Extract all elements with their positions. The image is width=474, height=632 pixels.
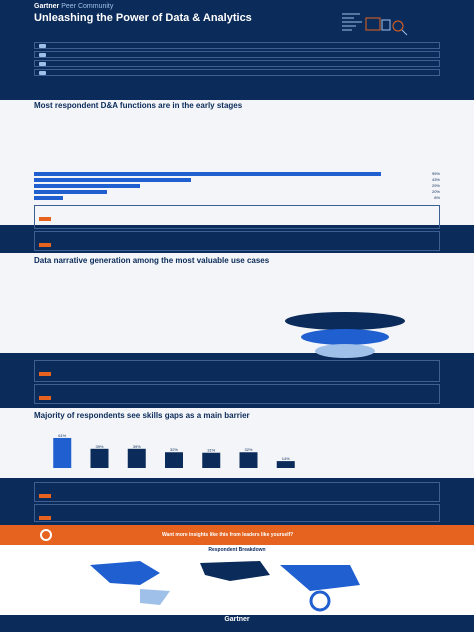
brand-name: Gartner bbox=[34, 3, 60, 10]
bar-track bbox=[34, 178, 440, 182]
data-label: 43% bbox=[431, 177, 440, 182]
bar-row bbox=[34, 184, 440, 188]
takeaway-item bbox=[34, 42, 440, 49]
cta-banner[interactable] bbox=[0, 525, 474, 545]
takeaway-item bbox=[34, 69, 440, 76]
column bbox=[277, 461, 295, 468]
page-title: Unleashing the Power of Data & Analytics bbox=[34, 12, 252, 24]
bubble bbox=[285, 312, 405, 330]
section-heading: Majority of respondents see skills gaps as a main barrier bbox=[34, 411, 250, 420]
footer-logo: Gartner bbox=[224, 616, 250, 623]
brand-suffix: Peer Community bbox=[61, 3, 114, 10]
column bbox=[91, 449, 109, 468]
takeaway-icon bbox=[39, 44, 46, 48]
quote-card bbox=[34, 384, 440, 404]
respondent-title: Respondent Breakdown bbox=[208, 547, 266, 553]
bar bbox=[34, 190, 107, 194]
hero-graphic bbox=[340, 8, 410, 36]
data-label: 39% bbox=[95, 443, 104, 449]
footer bbox=[0, 615, 474, 632]
column bbox=[53, 438, 71, 468]
quote-card bbox=[34, 360, 440, 382]
bubble bbox=[301, 329, 389, 345]
network-icon bbox=[40, 529, 52, 541]
bar-track bbox=[34, 184, 440, 188]
section-barriers bbox=[0, 408, 474, 478]
data-label: 39% bbox=[132, 443, 141, 449]
section-heading: Most respondent D&A functions are in the early stages bbox=[34, 101, 243, 110]
takeaway-item bbox=[34, 60, 440, 67]
barrier-column-chart bbox=[34, 428, 314, 472]
data-label: 20% bbox=[431, 189, 440, 194]
column bbox=[240, 452, 258, 468]
quote-tag bbox=[39, 396, 51, 400]
bar bbox=[34, 184, 140, 188]
use-case-bubbles bbox=[250, 311, 440, 359]
bar-track bbox=[34, 190, 440, 194]
quote-card bbox=[34, 504, 440, 522]
column bbox=[165, 452, 183, 468]
takeaway-icon bbox=[39, 71, 46, 75]
bar-row bbox=[34, 178, 440, 182]
hero-section bbox=[0, 0, 474, 100]
data-label: 31% bbox=[207, 447, 216, 453]
bar-row bbox=[34, 196, 440, 200]
bubble bbox=[315, 344, 375, 358]
column bbox=[202, 453, 220, 468]
bar-row bbox=[34, 172, 440, 176]
bar-track bbox=[34, 172, 440, 176]
data-label: 8% bbox=[434, 195, 440, 200]
bar-row bbox=[34, 190, 440, 194]
cta-text: Want more insights like this from leaders like yourself? bbox=[162, 532, 294, 538]
takeaway-item bbox=[34, 51, 440, 58]
key-takeaways bbox=[34, 42, 440, 78]
quote-tag bbox=[39, 372, 51, 376]
data-label: 32% bbox=[244, 447, 253, 453]
bar bbox=[34, 196, 63, 200]
data-label: 32% bbox=[169, 447, 179, 453]
quote-tag bbox=[39, 516, 51, 520]
bar bbox=[34, 172, 381, 176]
data-label: 29% bbox=[431, 183, 440, 188]
takeaway-icon bbox=[39, 62, 46, 66]
quote-tag bbox=[39, 243, 51, 247]
data-label: 14% bbox=[281, 456, 290, 462]
takeaway-icon bbox=[39, 53, 46, 57]
quote-card bbox=[34, 482, 440, 502]
data-label: 95% bbox=[431, 171, 440, 176]
quote-tag bbox=[39, 217, 51, 221]
column bbox=[128, 449, 146, 468]
bar bbox=[34, 178, 191, 182]
section-heading: Data narrative generation among the most valuable use cases bbox=[34, 256, 270, 265]
quote-tag bbox=[39, 494, 51, 498]
maturity-bar-chart bbox=[34, 172, 440, 200]
quote-card bbox=[34, 231, 440, 251]
world-map bbox=[80, 555, 400, 613]
bar-track bbox=[34, 196, 440, 200]
quote-card bbox=[34, 205, 440, 229]
respondent-breakdown bbox=[0, 545, 474, 615]
data-label: 61% bbox=[58, 432, 67, 438]
